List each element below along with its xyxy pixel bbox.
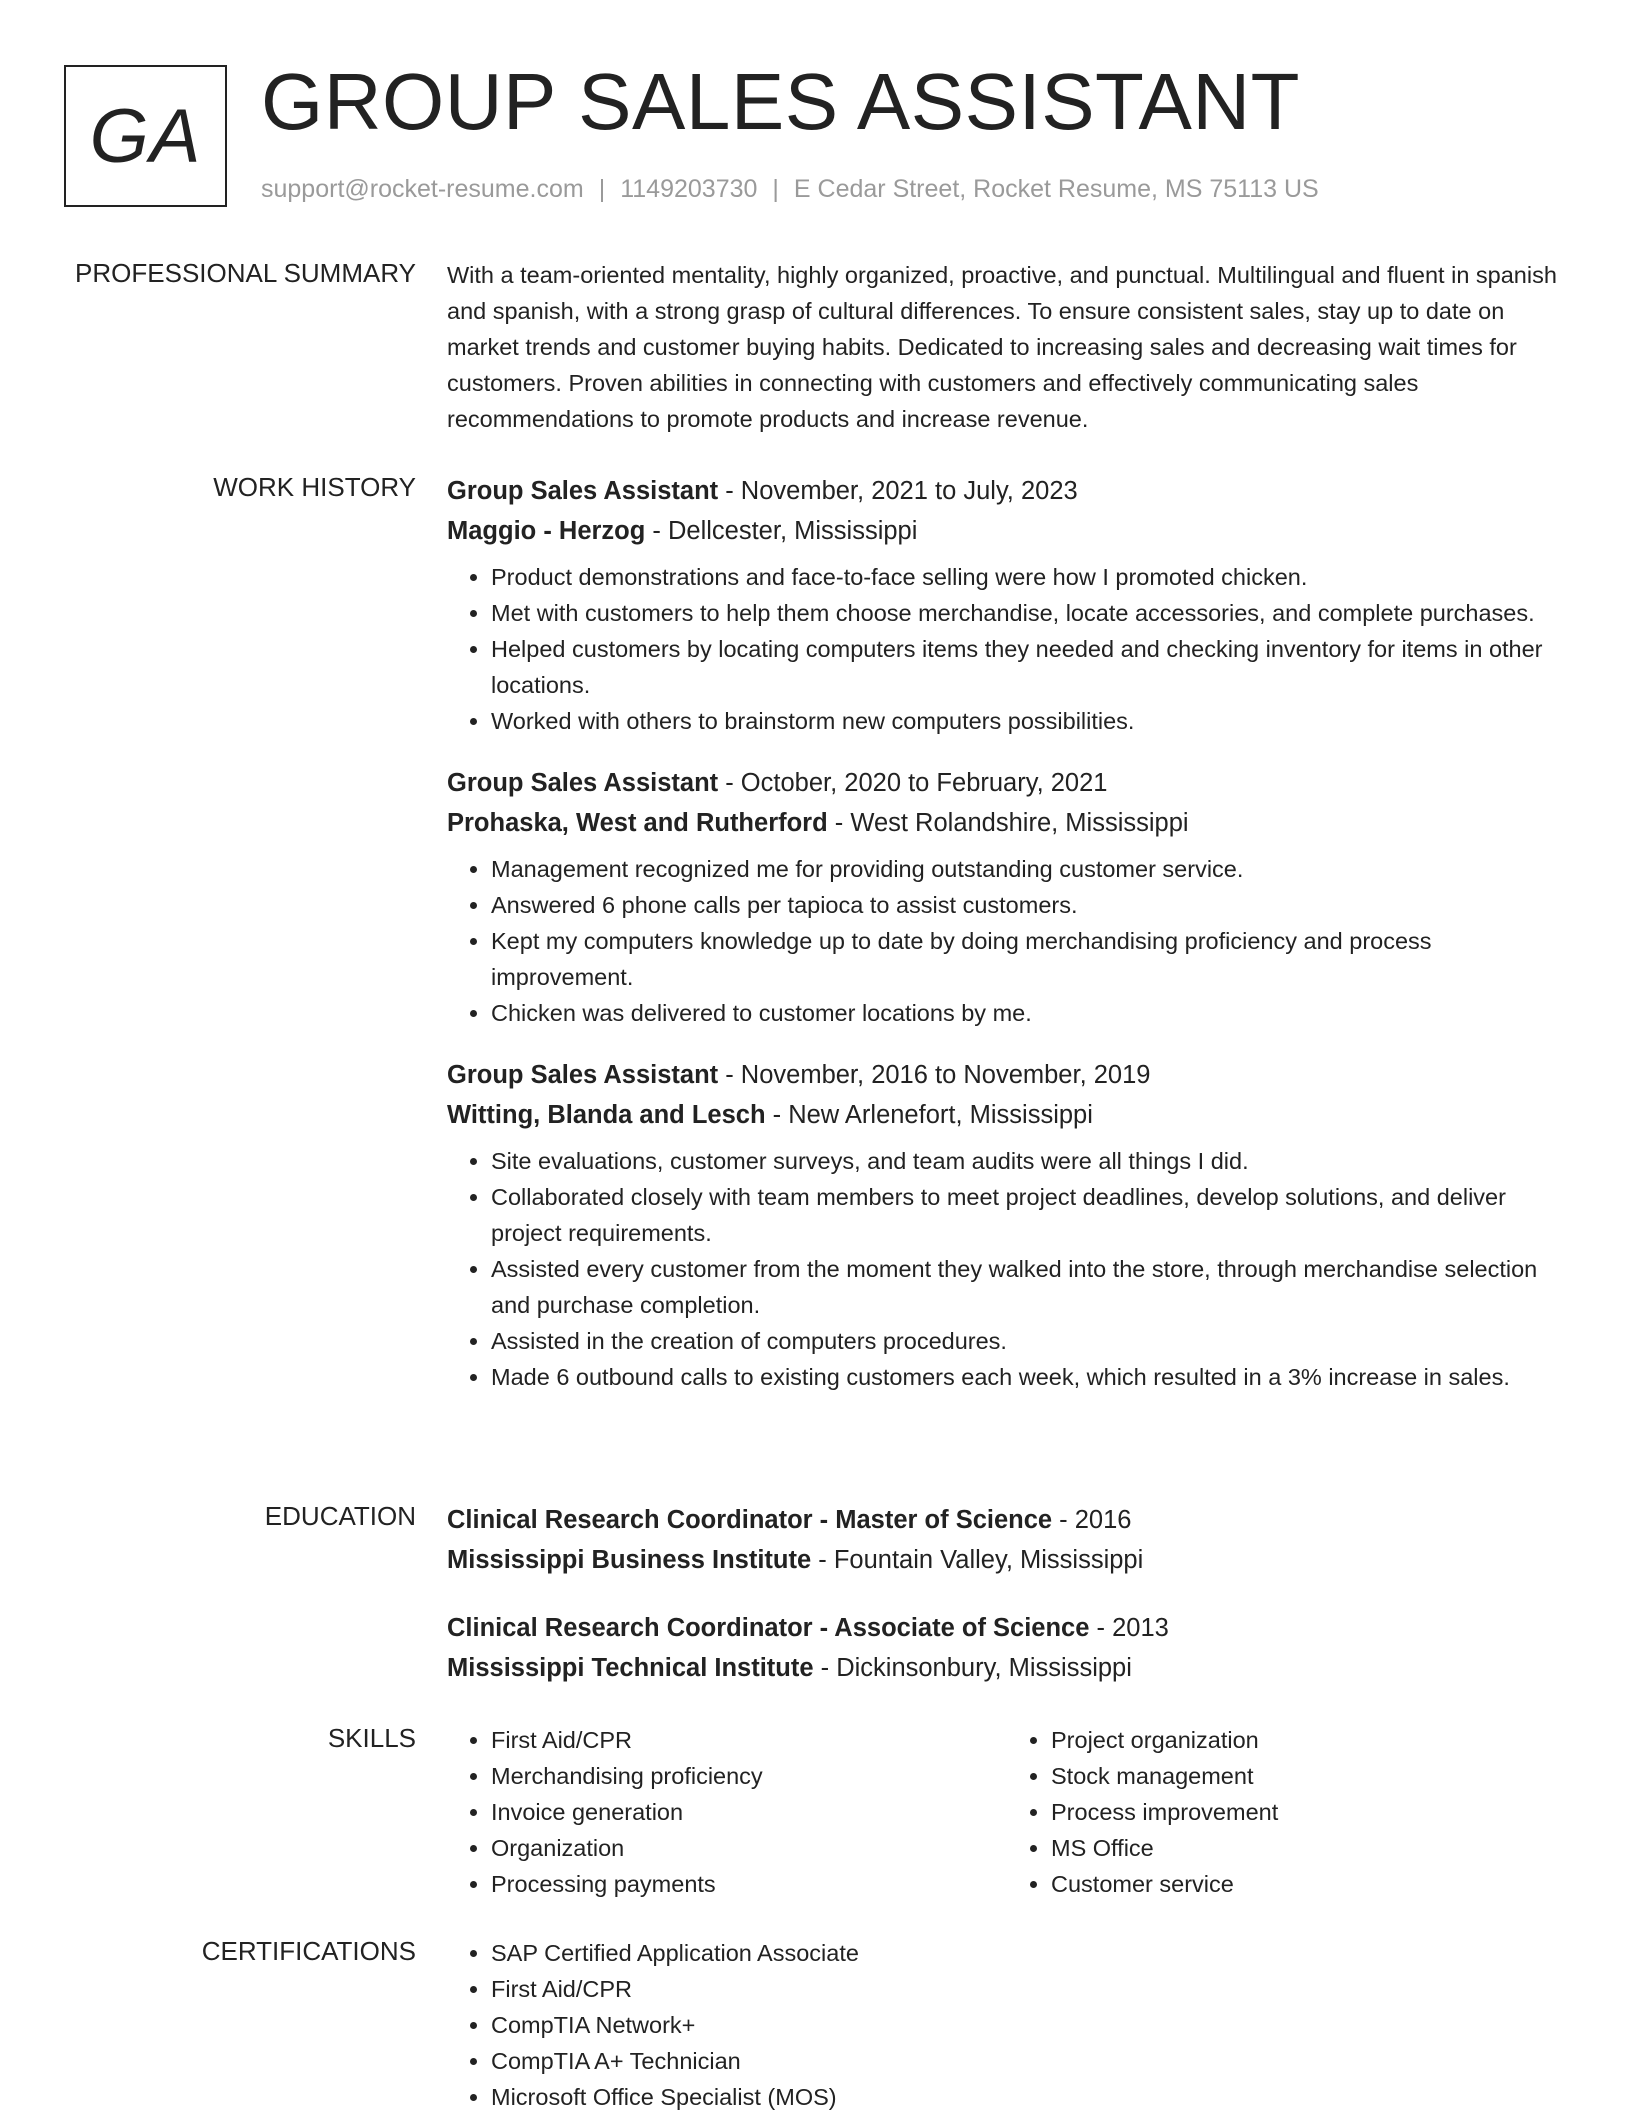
list-item: • Product demonstrations and face-to-face selling were how I promoted chicken. — [491, 559, 1567, 595]
education-entry — [447, 1608, 1567, 1688]
list-item: • Assisted in the creation of computers procedures. — [491, 1323, 1567, 1359]
job-title-line — [447, 763, 1567, 803]
skills-list-left — [447, 1722, 1007, 1902]
list-item: • Helped customers by locating computers items they needed and checking inventory for items in other locations. — [491, 631, 1567, 703]
job-title: Group Sales Assistant — [447, 769, 719, 797]
contact-separator: | — [772, 175, 779, 203]
summary-text: With a team-oriented mentality, highly organized, proactive, and punctual. Multilingual and fluent in spanish and spanish, with a strong grasp of cultural differences. To ensure consistent sales, stay up to date on market trends and customer buying habits. Dedicated to increasing sales and decreasing wait times for customers. Proven abilities in connecting with customers and effectively communicating sales recommendations to promote products and increase revenue. — [447, 262, 1557, 432]
job-company-line — [447, 1095, 1567, 1135]
school-name: Mississippi Technical Institute — [447, 1654, 814, 1682]
job-title: Group Sales Assistant — [447, 477, 719, 505]
list-item: • Assisted every customer from the moment they walked into the store, through merchandise selection and purchase completion. — [491, 1251, 1567, 1323]
list-item: • Met with customers to help them choose merchandise, locate accessories, and complete purchases. — [491, 595, 1567, 631]
graduation-year: - 2013 — [1089, 1614, 1169, 1642]
list-item: • Kept my computers knowledge up to date by doing merchandising proficiency and process improvement. — [491, 923, 1567, 995]
job-dates: - October, 2020 to February, 2021 — [718, 769, 1108, 797]
contact-line — [261, 175, 1319, 204]
degree-line — [447, 1500, 1567, 1540]
certification-item: • SAP Certified Application Associate — [491, 1935, 1567, 1971]
company-location: - New Arlenefort, Mississippi — [765, 1101, 1093, 1129]
certification-item: • Microsoft Office Specialist (MOS) — [491, 2079, 1567, 2115]
job-dates: - November, 2016 to November, 2019 — [718, 1061, 1151, 1089]
skill-item: • Invoice generation — [491, 1794, 1007, 1830]
list-item: • Site evaluations, customer surveys, and team audits were all things I did. — [491, 1143, 1567, 1179]
section-label: PROFESSIONAL SUMMARY — [75, 258, 416, 288]
skill-item: • Customer service — [1051, 1866, 1567, 1902]
school-location: - Fountain Valley, Mississippi — [811, 1546, 1144, 1574]
skill-item: • Stock management — [1051, 1758, 1567, 1794]
skill-item: • MS Office — [1051, 1830, 1567, 1866]
education-entry — [447, 1500, 1567, 1580]
skill-item: • First Aid/CPR — [491, 1722, 1007, 1758]
job-entry — [447, 471, 1567, 739]
job-entry — [447, 1055, 1567, 1395]
graduation-year: - 2016 — [1052, 1506, 1132, 1534]
skill-item: • Merchandising proficiency — [491, 1758, 1007, 1794]
monogram-logo: GA — [64, 65, 227, 207]
company-location: - West Rolandshire, Mississippi — [827, 809, 1189, 837]
list-item: • Management recognized me for providing outstanding customer service. — [491, 851, 1567, 887]
job-bullets — [447, 851, 1567, 1031]
section-label: SKILLS — [327, 1723, 416, 1753]
skills-list-right — [1007, 1722, 1567, 1902]
skill-item: • Project organization — [1051, 1722, 1567, 1758]
section-label: WORK HISTORY — [213, 472, 416, 502]
company-name: Maggio - Herzog — [447, 517, 646, 545]
certification-item: • First Aid/CPR — [491, 1971, 1567, 2007]
job-title-line — [447, 1055, 1567, 1095]
list-item: • Made 6 outbound calls to existing customers each week, which resulted in a 3% increase in sales. — [491, 1359, 1567, 1395]
email-link[interactable]: support@rocket-resume.com — [261, 175, 584, 203]
section-label: EDUCATION — [264, 1501, 416, 1531]
job-bullets — [447, 1143, 1567, 1395]
company-location: - Dellcester, Mississippi — [645, 517, 918, 545]
list-item: • Chicken was delivered to customer locations by me. — [491, 995, 1567, 1031]
school-location: - Dickinsonbury, Mississippi — [813, 1654, 1132, 1682]
skill-item: • Process improvement — [1051, 1794, 1567, 1830]
job-entry — [447, 763, 1567, 1031]
company-name: Witting, Blanda and Lesch — [447, 1101, 766, 1129]
section-label: CERTIFICATIONS — [201, 1936, 416, 1966]
degree-line — [447, 1608, 1567, 1648]
address: E Cedar Street, Rocket Resume, MS 75113 US — [793, 175, 1319, 203]
skill-item: • Processing payments — [491, 1866, 1007, 1902]
list-item: • Worked with others to brainstorm new computers possibilities. — [491, 703, 1567, 739]
certification-item: • CompTIA Network+ — [491, 2007, 1567, 2043]
job-company-line — [447, 803, 1567, 843]
degree-name: Clinical Research Coordinator - Master of Science — [447, 1506, 1053, 1534]
job-title-line — [447, 471, 1567, 511]
skill-item: • Organization — [491, 1830, 1007, 1866]
list-item: • Answered 6 phone calls per tapioca to assist customers. — [491, 887, 1567, 923]
school-line — [447, 1540, 1567, 1580]
list-item: • Collaborated closely with team members to meet project deadlines, develop solutions, and deliver project requirements. — [491, 1179, 1567, 1251]
certification-item: • CompTIA A+ Technician — [491, 2043, 1567, 2079]
job-title: Group Sales Assistant — [447, 1061, 719, 1089]
skills-columns — [447, 1722, 1567, 1902]
company-name: Prohaska, West and Rutherford — [447, 809, 828, 837]
resume-title: GROUP SALES ASSISTANT — [261, 57, 1300, 146]
job-dates: - November, 2021 to July, 2023 — [718, 477, 1078, 505]
contact-separator: | — [598, 175, 606, 203]
job-company-line — [447, 511, 1567, 551]
school-line — [447, 1648, 1567, 1688]
certifications-list — [447, 1935, 1567, 2115]
school-name: Mississippi Business Institute — [447, 1546, 812, 1574]
phone-number: 1149203730 — [620, 175, 758, 203]
degree-name: Clinical Research Coordinator - Associate of Science — [447, 1614, 1090, 1642]
job-bullets — [447, 559, 1567, 739]
